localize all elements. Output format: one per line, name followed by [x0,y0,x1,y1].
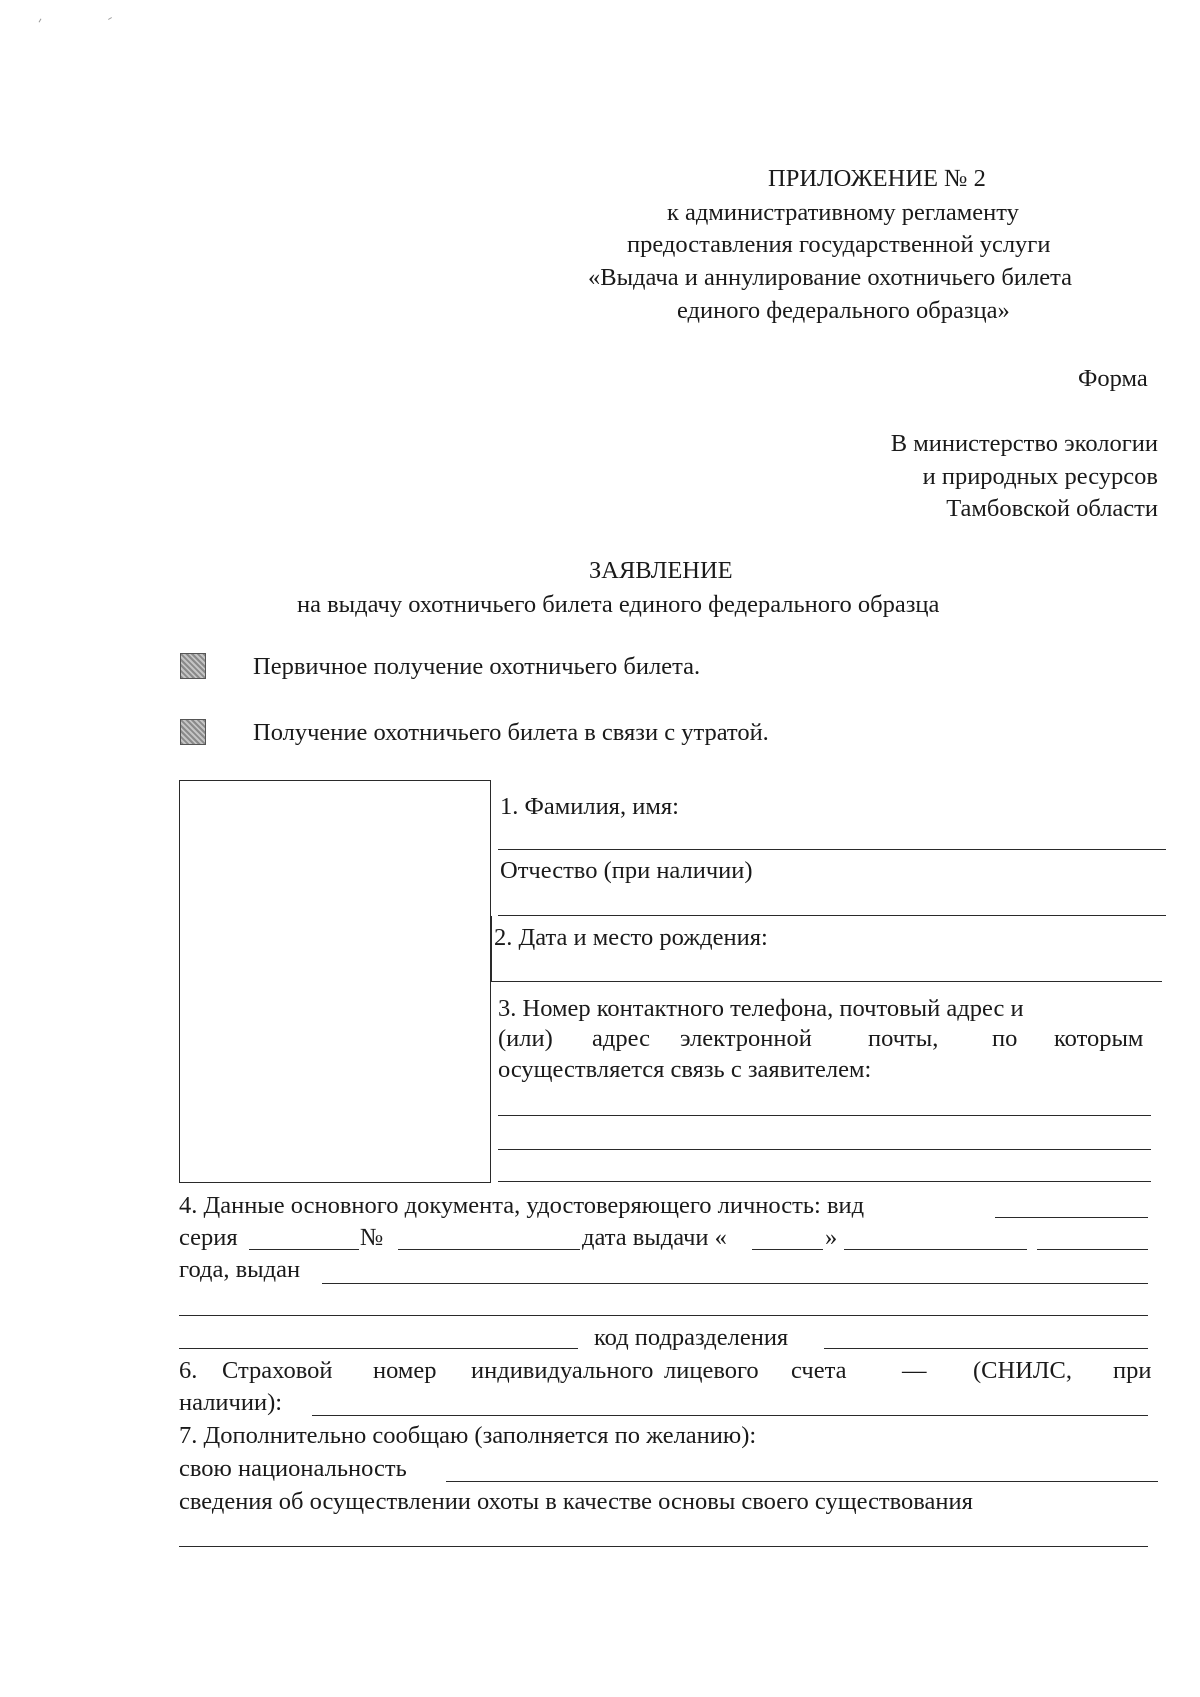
number-line[interactable] [398,1249,580,1250]
additional-intro: 7. Дополнительно сообщаю (заполняется по желанию): [179,1422,757,1449]
birth-label: 2. Дата и место рождения: [494,924,768,951]
addressee-line-1: В министерство экологии [890,430,1158,457]
loss-reissue-checkbox[interactable] [180,719,206,745]
loss-reissue-label: Получение охотничьего билета в связи с утратой. [253,719,769,746]
issue-date-label: дата выдачи « [582,1224,727,1251]
contact-line-a[interactable] [498,1115,1151,1116]
division-code-line[interactable] [824,1348,1148,1349]
contact-line-b[interactable] [498,1149,1151,1150]
appendix-line-3: «Выдача и аннулирование охотничьего билета [588,264,1072,291]
hunting-subsistence-label: сведения об осуществлении охоты в качестве основы своего существования [179,1488,973,1515]
hunting-subsistence-line[interactable] [179,1546,1148,1547]
document-title: ЗАЯВЛЕНИЕ [589,557,733,584]
birth-line[interactable] [491,981,1162,982]
scan-speck [108,17,112,20]
series-label: серия [179,1224,238,1251]
snils-line[interactable] [312,1415,1148,1416]
snils-word: Страховой [222,1357,333,1384]
contact-word: (или) [498,1025,553,1052]
contact-word: которым [1054,1025,1144,1052]
contact-word: почты, [868,1025,939,1052]
issued-by-line-2[interactable] [179,1315,1148,1316]
patronymic-label: Отчество (при наличии) [500,857,753,884]
snils-word: номер [373,1357,437,1384]
snils-label-continued: наличии): [179,1389,283,1416]
appendix-line-4: единого федерального образца» [677,297,1010,324]
primary-issue-label: Первичное получение охотничьего билета. [253,653,701,680]
issue-month-line[interactable] [844,1249,1027,1250]
snils-word: при [1113,1357,1152,1384]
name-line[interactable] [498,849,1166,850]
addressee-line-3: Тамбовской области [946,495,1158,522]
issued-by-label: года, выдан [179,1256,301,1283]
document-kind-label: 4. Данные основного документа, удостоверяющего личность: вид [179,1192,865,1219]
series-line[interactable] [249,1249,359,1250]
snils-word: счета [791,1357,847,1384]
number-label: № [360,1224,384,1251]
issue-date-quote-close: » [825,1224,838,1251]
document-subtitle: на выдачу охотничьего билета единого федерального образца [297,591,940,618]
issue-year-line[interactable] [1037,1249,1148,1250]
contact-word: электронной [680,1025,812,1052]
appendix-title: ПРИЛОЖЕНИЕ № 2 [768,165,986,192]
snils-word: 6. [179,1357,198,1384]
appendix-line-2: предоставления государственной услуги [627,231,1051,258]
contact-line-1: 3. Номер контактного телефона, почтовый адрес и [498,995,1024,1022]
nationality-line[interactable] [446,1481,1158,1482]
contact-word: адрес [592,1025,650,1052]
snils-word: (СНИЛС, [973,1357,1072,1384]
division-code-label: код подразделения [594,1324,789,1351]
name-label: 1. Фамилия, имя: [500,793,679,820]
patronymic-line[interactable] [498,915,1166,916]
issued-by-line-1[interactable] [322,1283,1148,1284]
nationality-label: свою национальность [179,1455,407,1482]
snils-word: индивидуального [471,1357,654,1384]
contact-line-c[interactable] [498,1181,1151,1182]
birth-row-divider [491,916,492,982]
primary-issue-checkbox[interactable] [180,653,206,679]
appendix-line-1: к административному регламенту [667,199,1019,226]
contact-word: по [992,1025,1018,1052]
snils-line-1 [179,1359,1154,1387]
issue-day-line[interactable] [752,1249,823,1250]
form-label: Форма [1078,365,1148,392]
photo-box [179,780,491,1183]
issued-by-line-3[interactable] [179,1348,578,1349]
document-kind-line[interactable] [995,1217,1148,1218]
snils-word: — [902,1357,927,1384]
scan-speck [39,19,42,23]
contact-line-2 [498,1027,1161,1055]
contact-line-3: осуществляется связь с заявителем: [498,1056,872,1083]
addressee-line-2: и природных ресурсов [922,463,1158,490]
snils-word: лицевого [664,1357,759,1384]
